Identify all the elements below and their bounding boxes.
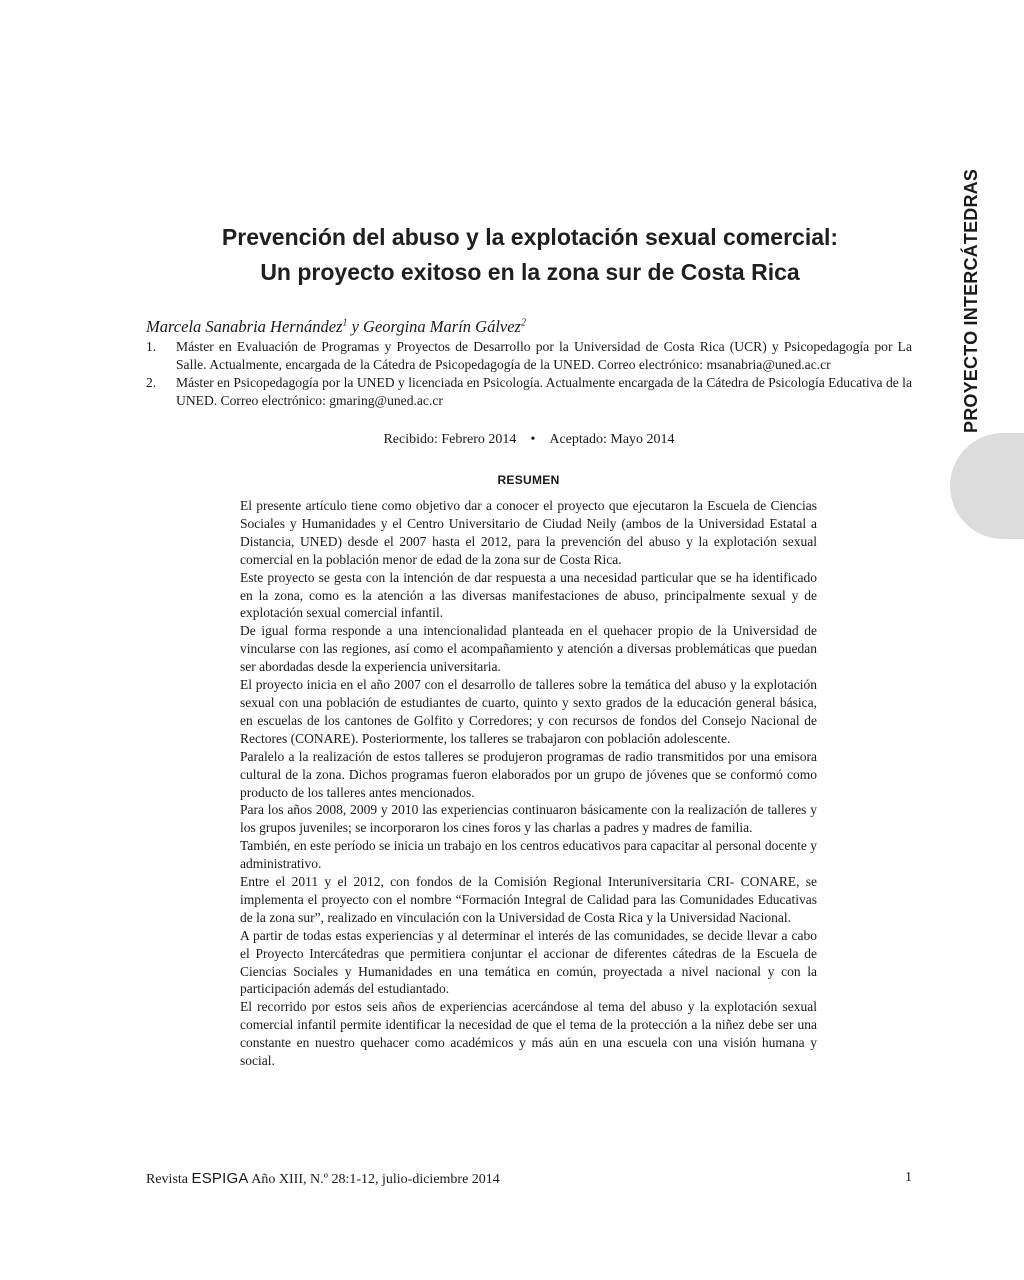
affiliation-note <box>146 338 912 374</box>
abstract-heading: RESUMEN <box>497 473 560 487</box>
abstract-paragraph: El presente artículo tiene como objetivo dar a conocer el proyecto que ejecutaron la Escuela de Ciencias Sociales y Humanidades y el Centro Universitario de Ciudad Neily (ambos de la Universidad Estatal a Distancia, UNED) desde el 2007 hasta el 2012, para la prevención del abuso y la explotación sexual comercial en la población menor de edad de la zona sur de Costa Rica. <box>240 498 817 567</box>
abstract-paragraph: El proyecto inicia en el año 2007 con el desarrollo de talleres sobre la temática del abuso y la explotación sexual con una población de estudiantes de cuarto, quinto y sexto grados de la educación general básica, en escuelas de los cantones de Golfito y Corredores; y con recursos de fondos del Consejo Nacional de Rectores (CONARE). Posteriormente, los talleres se trabajaron con población adolescente. <box>240 677 817 746</box>
submission-dates <box>146 432 912 448</box>
abstract-paragraph: Este proyecto se gesta con la intención de dar respuesta a una necesidad particular que se ha identificado en la zona, como es la atención a las diversas manifestaciones de abuso, principalmente sexual y de explotación sexual comercial infantil. <box>240 569 817 621</box>
abstract-paragraph: Entre el 2011 y el 2012, con fondos de la Comisión Regional Interuniversitaria CRI- CONARE, se implementa el proyecto con el nombre “Formación Integral de Calidad para las Comunidades Educativas de la zona sur”, realizado en vinculación con la Universidad de Costa Rica y la Universidad Nacional. <box>240 874 817 925</box>
author-1: Marcela Sanabria Hernández <box>146 317 343 336</box>
abstract-paragraph: También, en este período se inicia un trabajo en los centros educativos para capacitar al personal docente y administrativo. <box>240 838 817 872</box>
abstract-paragraph: A partir de todas estas experiencias y al determinar el interés de las comunidades, se decide llevar a cabo el Proyecto Intercátedras que permitiera conjuntar el accionar de diferentes cátedras de la Escuela de Ciencias Sociales y Humanidades en una temática en común, proyectada a nivel nacional y con la participación además del estudiantado. <box>240 927 817 997</box>
footer-details: Año XIII, N.º 28:1-12, julio-diciembre 2014 <box>248 1172 500 1187</box>
author-2-ref: 2 <box>520 317 526 329</box>
abstract-paragraph: Para los años 2008, 2009 y 2010 las experiencias continuaron básicamente con la realización de talleres y los grupos juveniles; se incorporaron los cines foros y las charlas a padres y madres de familia. <box>240 802 817 836</box>
title-line-2: Un proyecto exitoso en la zona sur de Costa Rica <box>260 259 800 285</box>
footer-prefix: Revista <box>146 1172 192 1187</box>
note-text: Máster en Psicopedagogía por la UNED y licenciada en Psicología. Actualmente encargada de la Cátedra de Psicología Educativa de la UNED. Correo electrónico: gmaring@uned.ac.cr <box>176 375 912 408</box>
note-text: Máster en Evaluación de Programas y Proyectos de Desarrollo por la Universidad de Costa Rica (UCR) y Psicopedagogía por La Salle. Actualmente, encargada de la Cátedra de Psicopedagogía de la UNED. Correo electrónico: msanabria@uned.ac.cr <box>176 339 912 372</box>
note-number: 1. <box>146 339 157 354</box>
abstract-body <box>240 497 817 1070</box>
affiliation-notes <box>146 338 912 410</box>
section-label: PROYECTO INTERCÁTEDRAS <box>961 168 981 433</box>
article-title <box>140 220 920 290</box>
journal-footer <box>146 1170 500 1188</box>
side-tab-decoration <box>950 433 1024 539</box>
received-date: Recibido: Febrero 2014 <box>383 432 517 447</box>
note-number: 2. <box>146 375 157 390</box>
journal-name: ESPIGA <box>191 1170 249 1187</box>
author-connector: y <box>347 317 364 336</box>
author-2: Georgina Marín Gálvez <box>363 317 521 336</box>
bullet-separator: • <box>530 432 536 447</box>
author-line <box>146 317 526 337</box>
affiliation-note <box>146 374 912 410</box>
abstract-paragraph: El recorrido por estos seis años de experiencias acercándose al tema del abuso y la explotación sexual comercial infantil permite identificar la necesidad de que el tema de la protección a la niñez debe ser una constante en nuestro quehacer como académicos y más aún en una escuela con una visión humana y social. <box>240 999 817 1069</box>
accepted-date: Aceptado: Mayo 2014 <box>549 432 675 447</box>
author-1-ref: 1 <box>342 317 348 329</box>
page-number: 1 <box>905 1170 912 1185</box>
abstract-paragraph: De igual forma responde a una intencionalidad planteada en el quehacer propio de la Universidad de vincularse con las regiones, así como el acompañamiento y atención a diversas problemáticas que puedan ser abordadas desde la experiencia universitaria. <box>240 623 817 675</box>
abstract-paragraph: Paralelo a la realización de estos talleres se produjeron programas de radio transmitidos por una emisora cultural de la zona. Dichos programas fueron elaborados por un grupo de jóvenes que se conformó como producto de los talleres antes mencionados. <box>240 748 817 800</box>
title-line-1: Prevención del abuso y la explotación sexual comercial: <box>221 224 839 250</box>
